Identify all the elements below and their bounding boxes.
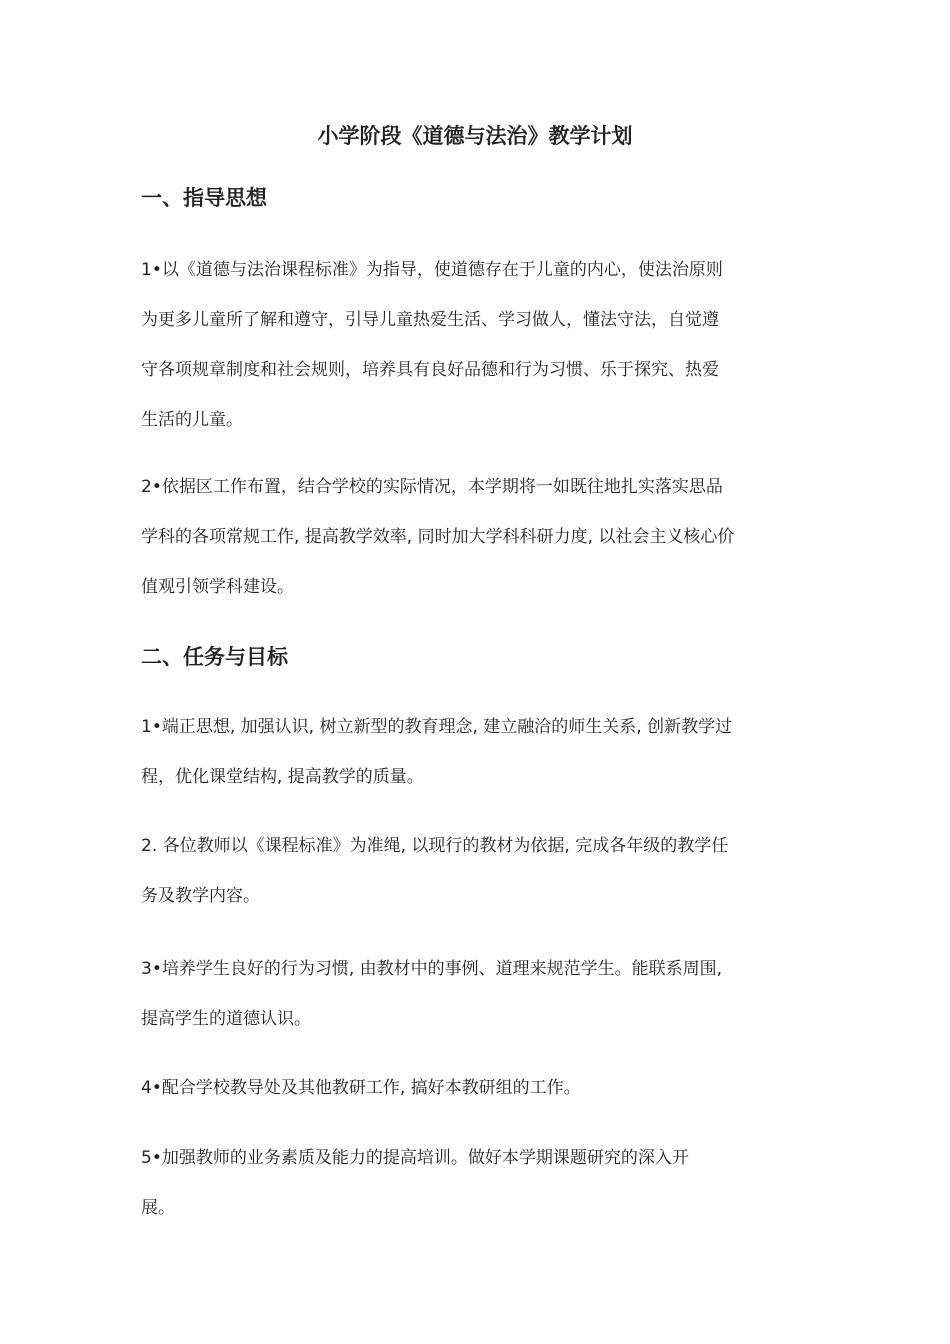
paragraph-line: 值观引领学科建设。	[141, 577, 294, 597]
paragraph-line: 5•加强教师的业务素质及能力的提高培训。做好本学期课题研究的深入开	[141, 1148, 689, 1168]
paragraph-line: 提高学生的道德认识。	[141, 1009, 311, 1029]
paragraph	[141, 1063, 811, 1113]
section-heading-guiding-thought: 一、指导思想	[141, 186, 267, 210]
paragraph-line: 学科的各项常规工作, 提高教学效率, 同时加大学科科研力度, 以社会主义核心价	[141, 527, 735, 547]
paragraph-line: 为更多儿童所了解和遵守，引导儿童热爱生活、学习做人，懂法守法，自觉遵	[141, 310, 719, 330]
paragraph-line: 守各项规章制度和社会规则，培养具有良好品德和行为习惯、乐于探究、热爱	[141, 360, 719, 380]
paragraph-line: 务及教学内容。	[141, 886, 260, 906]
paragraph-line: 2•依据区工作布置，结合学校的实际情况，本学期将一如既往地扎实落实思品	[141, 477, 723, 497]
document-title: 小学阶段《道德与法治》教学计划	[317, 124, 633, 148]
paragraph	[141, 944, 811, 1044]
paragraph	[141, 462, 811, 612]
paragraph	[141, 821, 811, 921]
paragraph-line: 3•培养学生良好的行为习惯, 由教材中的事例、道理来规范学生。能联系周围,	[141, 959, 723, 979]
paragraph-line: 4•配合学校教导处及其他教研工作, 搞好本教研组的工作。	[141, 1078, 581, 1098]
section-heading-tasks-goals: 二、任务与目标	[141, 645, 288, 669]
paragraph-line: 2. 各位教师以《课程标准》为准绳, 以现行的教材为依据, 完成各年级的教学任	[141, 836, 729, 856]
paragraph-line: 1•以《道德与法治课程标准》为指导，使道德存在于儿童的内心，使法治原则	[141, 260, 723, 280]
paragraph-line: 程，优化课堂结构, 提高教学的质量。	[141, 767, 424, 787]
paragraph	[141, 245, 811, 445]
paragraph	[141, 702, 811, 802]
paragraph-line: 生活的儿童。	[141, 410, 243, 430]
paragraph-line: 1•端正思想, 加强认识, 树立新型的教育理念, 建立融洽的师生关系, 创新教学过	[141, 717, 733, 737]
paragraph-line: 展。	[141, 1198, 175, 1218]
paragraph	[141, 1133, 811, 1233]
